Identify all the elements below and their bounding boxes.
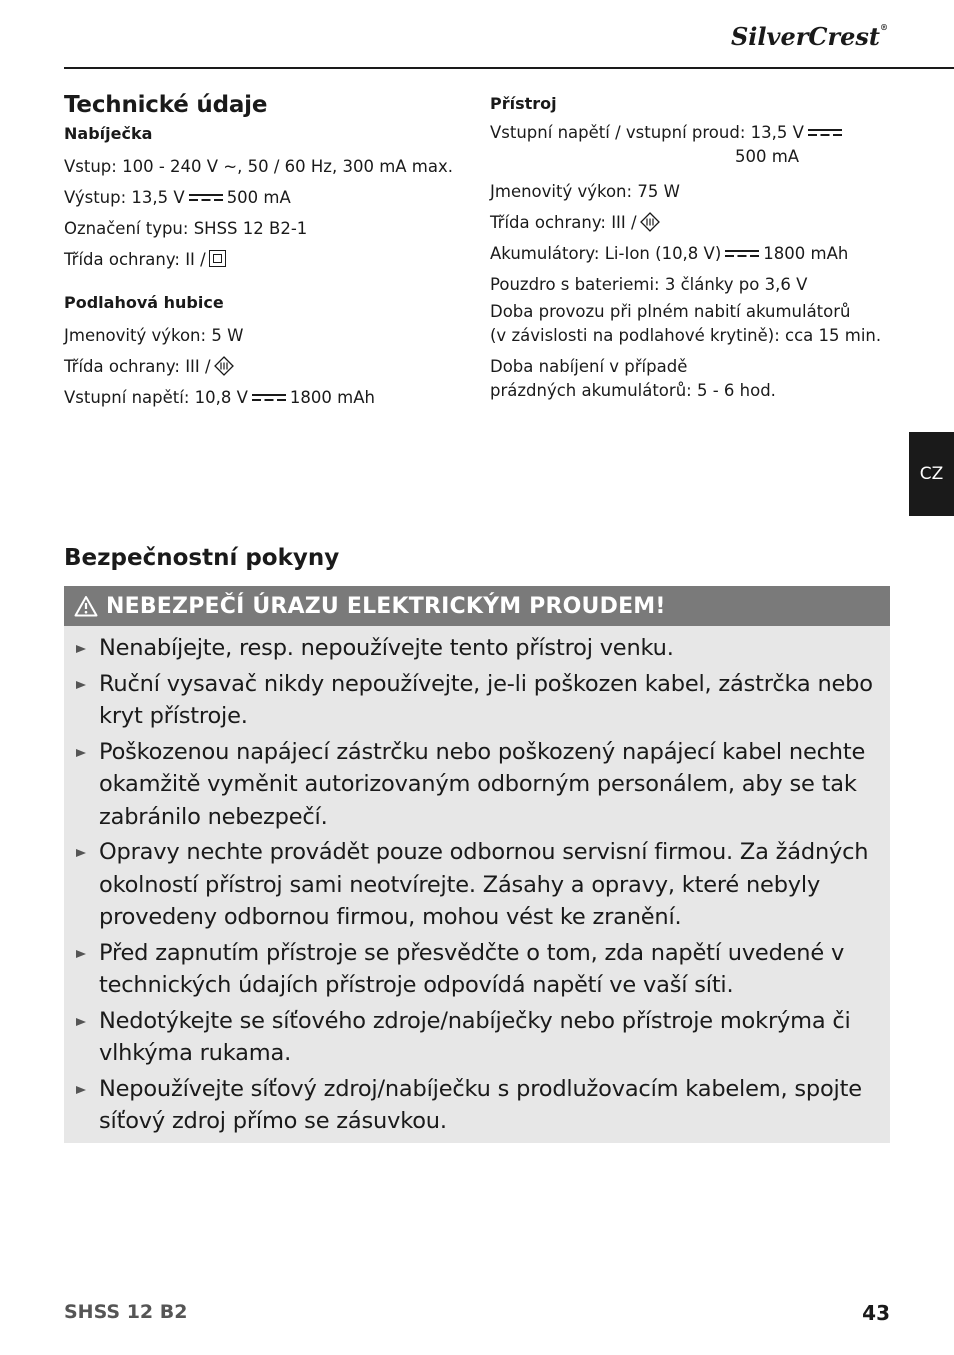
floor-power: Jmenovitý výkon: 5 W: [64, 326, 244, 345]
list-item: Poškozenou napájecí zástrčku nebo poškozený napájecí kabel nechte okamžitě vyměnit autorizovaným odborným personálem, aby se tak zabránilo nebezpečí.: [64, 736, 882, 834]
device-battery-case: Pouzdro s bateriemi: 3 články po 3,6 V: [490, 275, 808, 294]
dc-symbol-icon: [189, 193, 223, 203]
charger-input: Vstup: 100 - 240 V ~, 50 / 60 Hz, 300 mA max.: [64, 157, 453, 176]
floor-protection: Třída ochrany: III /: [64, 351, 464, 382]
tech-right-column: [490, 94, 890, 410]
footer-model: SHSS 12 B2: [64, 1301, 188, 1323]
warning-list: [64, 626, 890, 1138]
dc-symbol-icon: [252, 393, 286, 403]
floor-nozzle-heading: Podlahová hubice: [64, 293, 224, 312]
list-item: Ruční vysavač nikdy nepoužívejte, je-li poškozen kabel, zástrčka nebo kryt přístroje.: [64, 668, 882, 733]
language-tab: CZ: [909, 432, 954, 516]
header-rule: [64, 67, 954, 69]
warning-triangle-icon: [74, 595, 98, 617]
device-protection: Třída ochrany: III /: [490, 207, 890, 238]
floor-voltage: Vstupní napětí: 10,8 V 1800 mAh: [64, 388, 375, 407]
device-input: Vstupní napětí / vstupní proud: 13,5 V 500 mA: [490, 121, 890, 169]
list-item: Nenabíjejte, resp. nepoužívejte tento přístroj venku.: [64, 632, 882, 665]
protection-class-iii-icon: [214, 356, 234, 376]
list-item: Před zapnutím přístroje se přesvědčte o tom, zda napětí uvedené v technických údajích přístroje odpovídá napětí ve vaší síti.: [64, 937, 882, 1002]
protection-class-iii-icon: [640, 212, 660, 232]
list-item: Nedotýkejte se síťového zdroje/nabíječky nebo přístroje mokrýma či vlhkýma rukama.: [64, 1005, 882, 1070]
list-item: Nepoužívejte síťový zdroj/nabíječku s prodlužovacím kabelem, spojte síťový zdroj přímo se zásuvkou.: [64, 1073, 882, 1138]
warning-box: [64, 586, 890, 1143]
charger-protection: Třída ochrany: II /: [64, 244, 464, 275]
dc-symbol-icon: [808, 128, 842, 138]
charger-heading: Nabíječka: [64, 124, 153, 143]
dc-symbol-icon: [725, 249, 759, 259]
warning-header: [64, 586, 890, 626]
page-number: 43: [862, 1301, 890, 1325]
charger-type: Označení typu: SHSS 12 B2-1: [64, 219, 308, 238]
tech-left-column: [64, 92, 464, 413]
brand-logo: SilverCrest®: [730, 22, 888, 51]
device-heading: Přístroj: [490, 94, 557, 113]
tech-title: Technické údaje: [64, 92, 268, 118]
list-item: Opravy nechte provádět pouze odbornou servisní firmou. Za žádných okolností přístroj sami neotvírejte. Zásahy a opravy, které nebyly provedeny odbornou firmou, mohou vést ke zranění.: [64, 836, 882, 934]
charger-output: Výstup: 13,5 V 500 mA: [64, 188, 291, 207]
safety-title: Bezpečnostní pokyny: [64, 545, 340, 571]
device-power: Jmenovitý výkon: 75 W: [490, 182, 680, 201]
warning-title: NEBEZPEČÍ ÚRAZU ELEKTRICKÝM PROUDEM!: [106, 593, 666, 619]
protection-class-ii-icon: [209, 250, 226, 267]
device-charge-time: Doba nabíjení v případě prázdných akumulátorů: 5 - 6 hod.: [490, 357, 776, 400]
device-battery: Akumulátory: Li-Ion (10,8 V) 1800 mAh: [490, 244, 849, 263]
device-runtime: Doba provozu při plném nabití akumulátorů (v závislosti na podlahové krytině): cca 15 min.: [490, 302, 882, 345]
